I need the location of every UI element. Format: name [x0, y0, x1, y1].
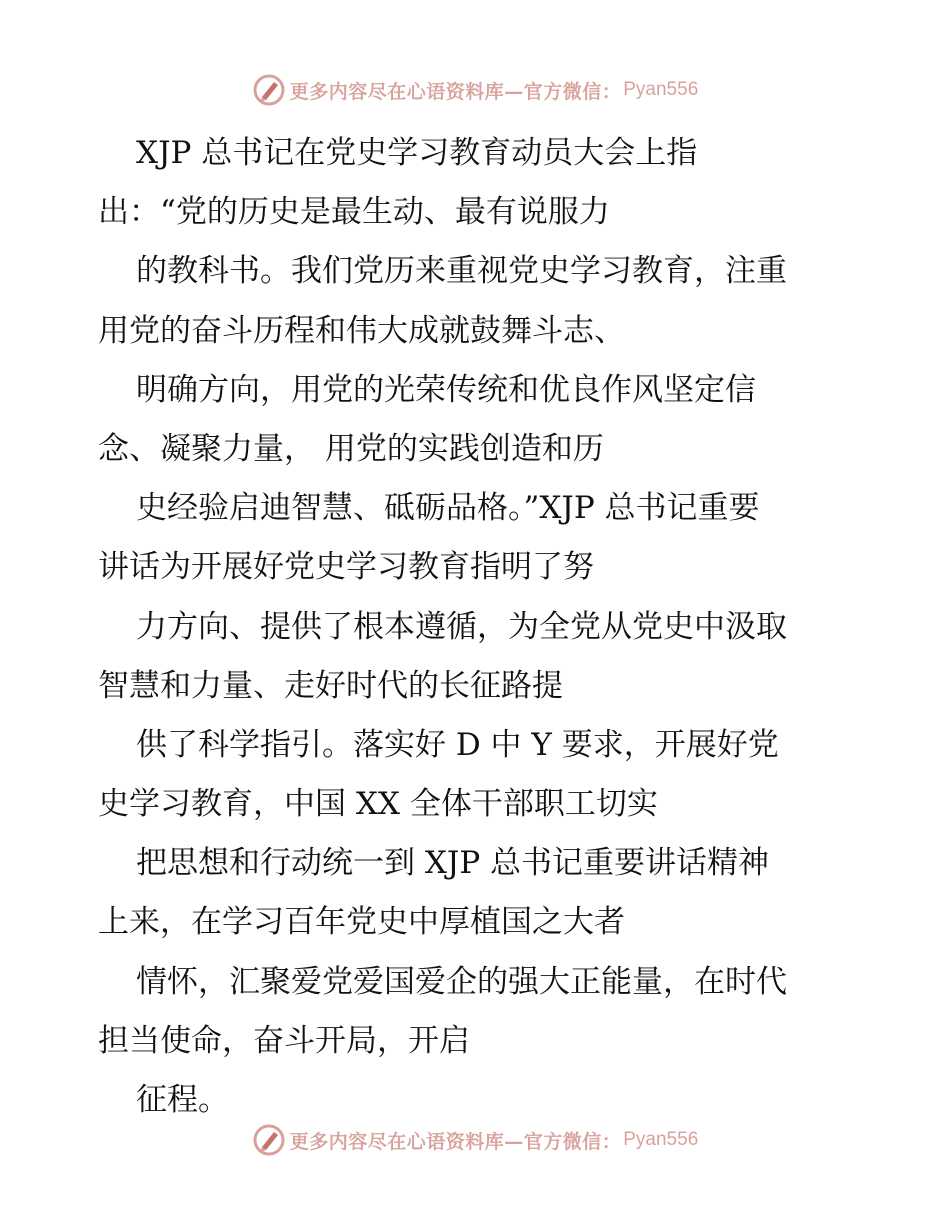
pen-logo-icon — [252, 73, 286, 107]
header-watermark — [0, 70, 950, 110]
text-line: 史经验启迪智慧、砥砺品格。”XJP 总书记重要 — [136, 490, 760, 527]
text-line: 明确方向，用党的光荣传统和优良作风坚定信 — [136, 371, 756, 408]
text-line: 担当使命，奋斗开局，开启 — [98, 1022, 470, 1059]
watermark-text: 更多内容尽在心语资料库—官方微信： — [289, 80, 622, 103]
text-line: 的教科书。我们党历来重视党史学习教育，注重 — [136, 253, 787, 290]
pen-logo-icon — [252, 1123, 286, 1157]
text-line: 征程。 — [136, 1082, 229, 1118]
watermark-wechat-id: Pyan556 — [623, 79, 699, 100]
text-line: 把思想和行动统一到 XJP 总书记重要讲话精神 — [136, 845, 770, 882]
text-line: 用党的奋斗历程和伟大成就鼓舞斗志、 — [98, 312, 625, 349]
watermark-text: 更多内容尽在心语资料库—官方微信： — [289, 1130, 622, 1153]
text-line: 供了科学指引。落实好 D 中 Y 要求，开展好党 — [136, 726, 779, 763]
footer-watermark — [0, 1120, 950, 1160]
watermark-wechat-id: Pyan556 — [623, 1129, 699, 1150]
text-line: 力方向、提供了根本遵循，为全党从党史中汲取 — [136, 608, 787, 645]
text-line: 史学习教育，中国 XX 全体干部职工切实 — [98, 786, 658, 823]
text-line: 智慧和力量、走好时代的长征路提 — [98, 667, 563, 704]
text-line: 情怀，汇聚爱党爱国爱企的强大正能量，在时代 — [136, 963, 787, 1000]
text-line: 出：“党的历史是最生动、最有说服力 — [98, 194, 610, 231]
document-body — [98, 124, 858, 1130]
text-line: 讲话为开展好党史学习教育指明了努 — [98, 549, 594, 586]
text-line: XJP 总书记在党史学习教育动员大会上指 — [136, 135, 698, 171]
text-line: 上来，在学习百年党史中厚植国之大者 — [98, 904, 625, 941]
text-line: 念、凝聚力量， 用党的实践创造和历 — [98, 430, 604, 467]
